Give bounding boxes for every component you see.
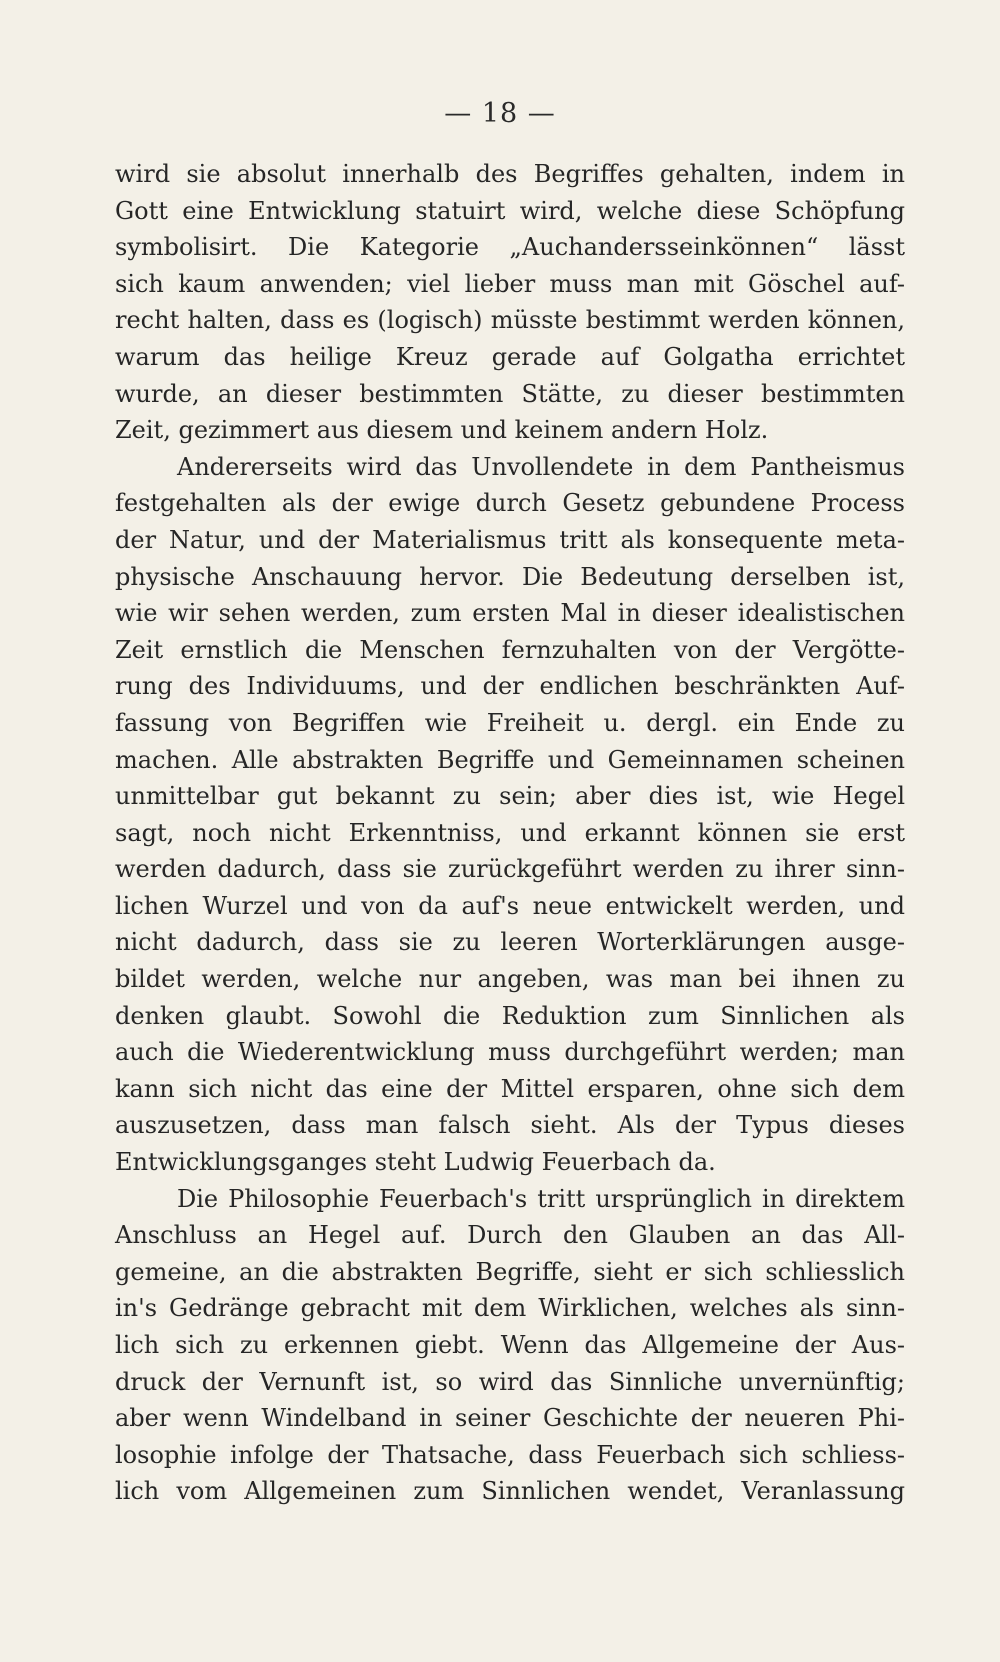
text-line: der Natur, und der Materialismus tritt als konsequente meta- [115, 525, 905, 554]
text-line: aber wenn Windelband in seiner Geschichte der neueren Phi- [115, 1404, 905, 1433]
text-line: bildet werden, welche nur angeben, was man bei ihnen zu [115, 965, 905, 994]
text-line: wurde, an dieser bestimmten Stätte, zu dieser bestimmten [115, 379, 905, 408]
page-number: — 18 — [444, 98, 556, 129]
text-line: Zeit ernstlich die Menschen fernzuhalten von der Vergötte- [115, 635, 905, 664]
text-line: Zeit, gezimmert aus diesem und keinem andern Holz. [115, 416, 769, 445]
body-text [115, 156, 905, 1510]
text-line: wie wir sehen werden, zum ersten Mal in dieser idealistischen [115, 599, 905, 628]
text-line: rung des Individuums, und der endlichen beschränkten Auf- [115, 672, 905, 701]
text-line: Entwicklungsganges steht Ludwig Feuerbach da. [115, 1148, 716, 1177]
text-line: in's Gedränge gebracht mit dem Wirklichen, welches als sinn- [115, 1294, 905, 1323]
text-line: lich vom Allgemeinen zum Sinnlichen wendet, Veranlassung [115, 1477, 905, 1506]
text-line: fassung von Begriffen wie Freiheit u. dergl. ein Ende zu [115, 708, 905, 737]
text-line: gemeine, an die abstrakten Begriffe, sieht er sich schliesslich [115, 1257, 905, 1286]
text-line: nicht dadurch, dass sie zu leeren Worterklärungen ausge- [115, 928, 905, 957]
text-line: druck der Vernunft ist, so wird das Sinnliche unvernünftig; [115, 1367, 905, 1396]
text-line: festgehalten als der ewige durch Gesetz gebundene Process [115, 489, 905, 518]
text-line: warum das heilige Kreuz gerade auf Golgatha errichtet [115, 342, 905, 371]
text-line: unmittelbar gut bekannt zu sein; aber dies ist, wie Hegel [115, 782, 905, 811]
text-line: Anschluss an Hegel auf. Durch den Glauben an das All- [115, 1221, 905, 1250]
text-line: machen. Alle abstrakten Begriffe und Gemeinnamen scheinen [115, 745, 905, 774]
text-line: kann sich nicht das eine der Mittel ersparen, ohne sich dem [115, 1074, 905, 1103]
text-line: Andererseits wird das Unvollendete in dem Pantheismus [177, 452, 905, 481]
text-line: werden dadurch, dass sie zurückgeführt werden zu ihrer sinn- [115, 855, 905, 884]
text-line: auszusetzen, dass man falsch sieht. Als der Typus dieses [115, 1111, 905, 1140]
text-line: lich sich zu erkennen giebt. Wenn das Allgemeine der Aus- [115, 1331, 905, 1359]
text-line: auch die Wiederentwicklung muss durchgeführt werden; man [115, 1038, 905, 1067]
text-line: denken glaubt. Sowohl die Reduktion zum Sinnlichen als [115, 1001, 905, 1030]
text-line: sagt, noch nicht Erkenntniss, und erkannt können sie erst [115, 818, 905, 847]
text-line: physische Anschauung hervor. Die Bedeutung derselben ist, [115, 562, 905, 591]
text-line: Die Philosophie Feuerbach's tritt ursprünglich in direktem [177, 1184, 905, 1213]
text-line: sich kaum anwenden; viel lieber muss man mit Göschel auf- [115, 269, 905, 298]
text-line: losophie infolge der Thatsache, dass Feuerbach sich schliess- [115, 1440, 905, 1469]
text-line: lichen Wurzel und von da auf's neue entwickelt werden, und [115, 891, 905, 920]
text-line: symbolisirt. Die Kategorie „Auchandersseinkönnen“ lässt [115, 233, 905, 262]
text-line: wird sie absolut innerhalb des Begriffes gehalten, indem in [115, 160, 905, 188]
text-line: Gott eine Entwicklung statuirt wird, welche diese Schöpfung [115, 196, 905, 225]
text-line: recht halten, dass es (logisch) müsste bestimmt werden können, [115, 306, 905, 335]
